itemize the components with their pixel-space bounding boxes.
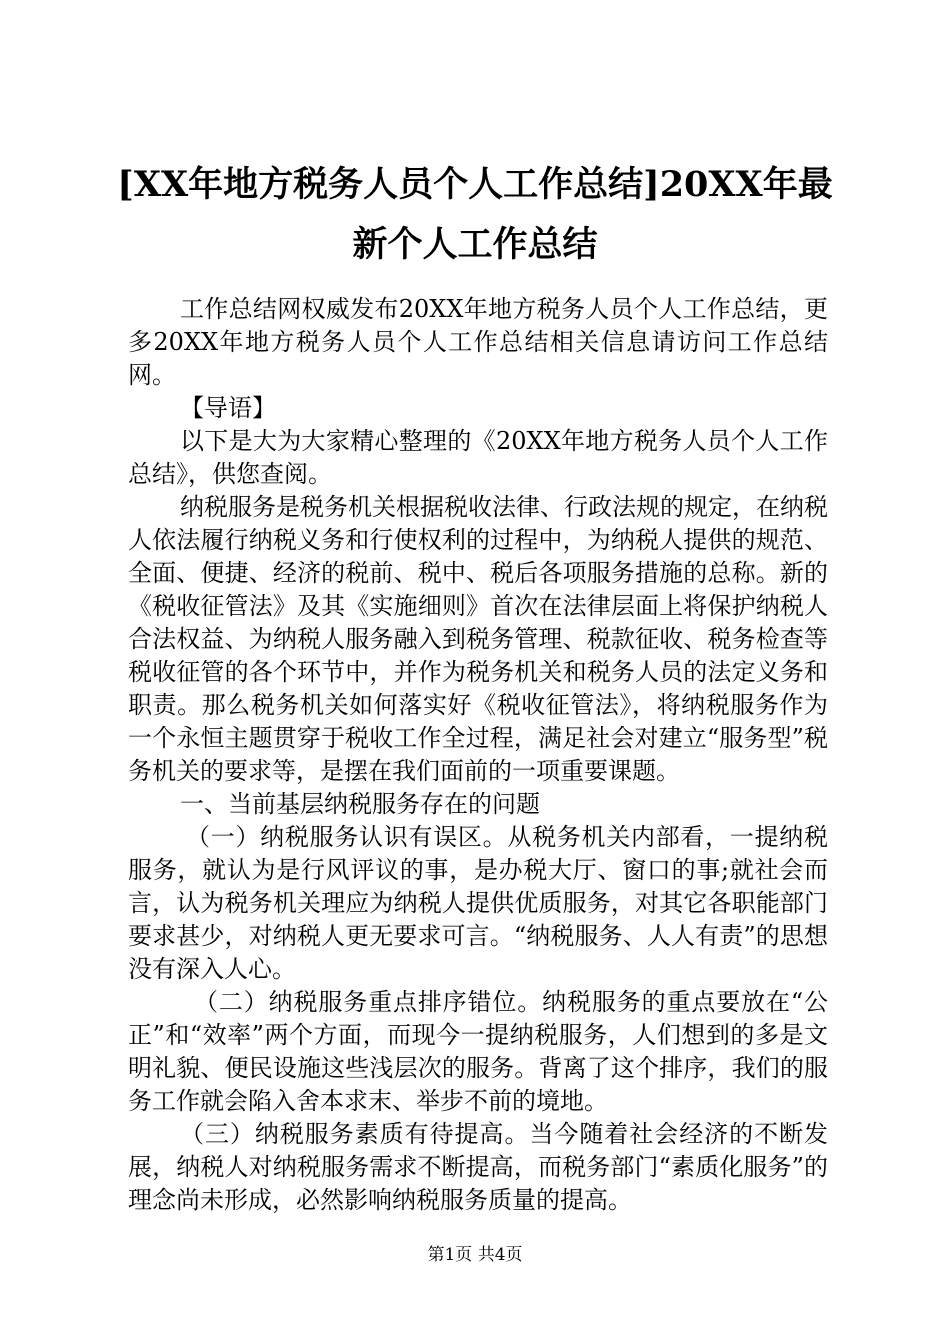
page-footer: 第1页 共4页 [427,1245,523,1265]
guide-paragraph: 以下是大为大家精心整理的《20XX年地方税务人员个人工作总结》，供您查阅。 [128,427,828,488]
problem-paragraph-3: （三）纳税服务素质有待提高。当今随着社会经济的不断发展，纳税人对纳税服务需求不断提高，而税务部门“素质化服务”的理念尚未形成，必然影响纳税服务质量的提高。 [128,1120,828,1214]
tax-service-paragraph: 纳税服务是税务机关根据税收法律、行政法规的规定，在纳税人依法履行纳税义务和行使权利的过程中，为纳税人提供的规范、全面、便捷、经济的税前、税中、税后各项服务措施的总称。新的《税收征管法》及其《实施细则》首次在法律层面上将保护纳税人合法权益、为纳税人服务融入到税务管理、税款征收、税务检查等税收征管的各个环节中，并作为税务机关和税务人员的法定义务和职责。那么税务机关如何落实好《税收征管法》，将纳税服务作为一个永恒主题贯穿于税收工作全过程，满足社会对建立“服务型”税务机关的要求等，是摆在我们面前的一项重要课题。 [128,493,828,785]
problem-paragraph-1: （一）纳税服务认识有误区。从税务机关内部看，一提纳税服务，就认为是行风评议的事，是办税大厅、窗口的事;就社会而言，认为税务机关理应为纳税人提供优质服务，对其它各职能部门要求甚少，对纳税人更无要求可言。“纳税服务、人人有责”的思想没有深入人心。 [128,823,828,983]
section-heading-problems: 一、当前基层纳税服务存在的问题 [180,790,540,818]
intro-paragraph: 工作总结网权威发布20XX年地方税务人员个人工作总结，更多20XX年地方税务人员个人工作总结相关信息请访问工作总结网。 [128,295,828,389]
document-title-line-2: 新个人工作总结 [352,224,598,265]
problem-paragraph-2: （二）纳税服务重点排序错位。纳税服务的重点要放在“公正”和“效率”两个方面，而现今一提纳税服务，人们想到的多是文明礼貌、便民设施这些浅层次的服务。背离了这个排序，我们的服务工作就会陷入舍本求末、举步不前的境地。 [128,988,828,1115]
document-body [128,293,828,1217]
document-title-line-1: [XX年地方税务人员个人工作总结]20XX年最 [117,164,833,205]
guide-heading: 【导语】 [180,394,276,422]
